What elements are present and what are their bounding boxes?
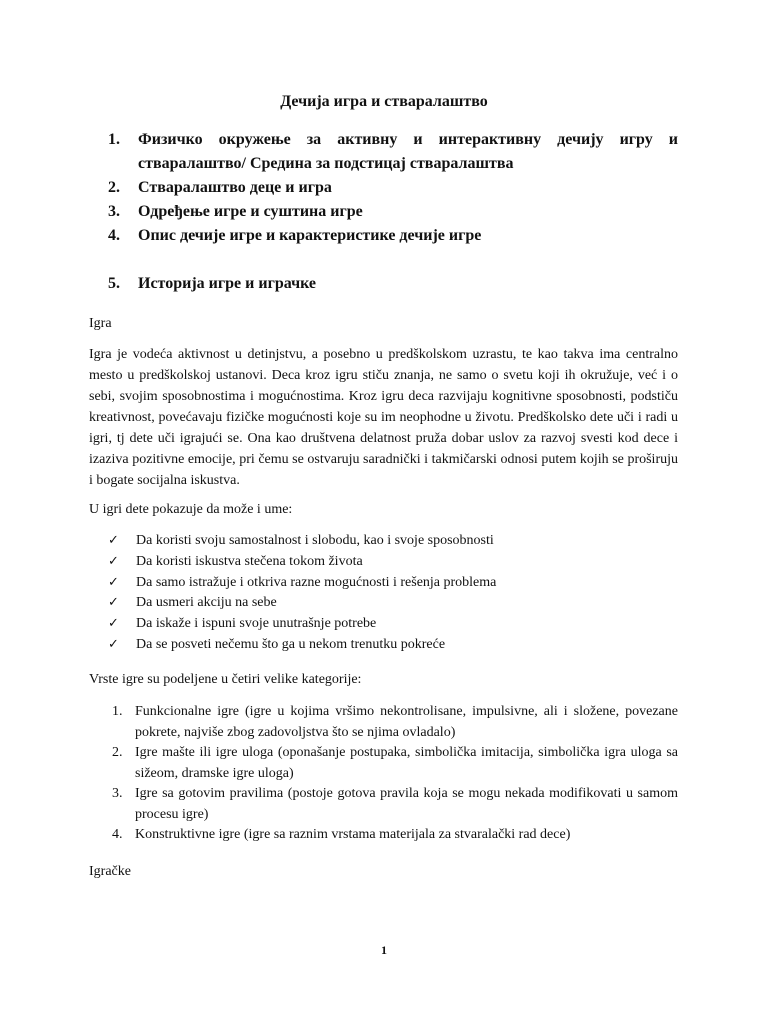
section-item (104, 128, 678, 176)
checkmark-icon: ✓ (108, 533, 119, 548)
checklist-text: Da iskaže i ispuni svoje unutrašnje potrebe (136, 616, 377, 632)
document-title: Дечија игра и стваралаштво (280, 93, 488, 110)
section-number: 1. (108, 131, 120, 148)
checklist-text: Da se posveti nečemu što ga u nekom trenutku pokreće (136, 636, 446, 652)
category-number: 4. (112, 827, 123, 842)
section-number: 3. (108, 203, 120, 220)
checklist-intro: U igri dete pokazuje da može i ume: (89, 502, 293, 517)
section-list (104, 128, 678, 296)
section-item (104, 224, 678, 248)
checklist-text: Da usmeri akciju na sebe (136, 595, 277, 611)
category-number: 3. (112, 786, 123, 801)
category-text: Igre mašte ili igre uloga (oponašanje postupaka, simbolička imitacija, simbolička igra uloga sa sižeom, dramske igre uloga) (135, 745, 678, 781)
checkmark-icon: ✓ (108, 616, 119, 632)
categories-list (112, 702, 678, 846)
categories-intro: Vrste igre su podeljene u četiri velike kategorije: (89, 672, 362, 687)
checkmark-icon: ✓ (108, 553, 119, 569)
checkmark-icon: ✓ (108, 574, 119, 590)
checklist-item (108, 614, 496, 635)
checklist-item (108, 573, 496, 594)
category-number: 2. (112, 745, 123, 760)
checklist-text: Da koristi svoju samostalnost i slobodu, kao i svoje sposobnosti (136, 533, 494, 548)
paragraph-igra: Igra je vodeća aktivnost u detinjstvu, a posebno u predškolskom uzrastu, te kao takva ima centralno mesto u predškolskoj ustanovi. Deca kroz igru stiču znanja, ne samo o svetu koji ih okružuje, već i o sebi, svojim sposobnostima i mogućnostima. Kroz igru deca razvijaju kognitivne sposobnosti, podstiču kreativnost, povećavaju fizičke mogućnosti koje su im neophodne u životu. Predškolsko dete uči i radi u igri, tj dete uči igrajući se. Ona kao društvena delatnost pruža dobar uslov za razvoj svesti kod dece i izaziva pozitivne emocije, pri čemu se ostvaruju saradnički i takmičarski odnosi putem kojih se proširuju i bogate socijalna iskustva. (89, 347, 678, 488)
category-item (112, 784, 678, 825)
section-text: Историја игре и играчке (138, 275, 317, 292)
section-item (104, 272, 678, 296)
category-item (112, 825, 678, 846)
checklist-item (108, 531, 496, 552)
section-item (104, 176, 678, 200)
subheading-igra: Igra (89, 316, 112, 331)
section-number: 2. (108, 179, 120, 196)
section-item (104, 200, 678, 224)
section-number: 4. (108, 227, 120, 244)
checklist-item (108, 593, 496, 614)
checklist-text: Da samo istražuje i otkriva razne mogućnosti i rešenja problema (136, 574, 497, 590)
category-text: Konstruktivne igre (igre sa raznim vrstama materijala za stvaralački rad dece) (135, 827, 571, 842)
section-text: Опис дечије игре и карактеристике дечије игре (138, 227, 482, 244)
section-number: 5. (108, 275, 120, 292)
category-text: Igre sa gotovim pravilima (postoje gotova pravila koja se mogu nekada modifikovati u samom procesu igre) (135, 786, 678, 822)
checkmark-icon: ✓ (108, 595, 119, 611)
page-number: 1 (381, 943, 387, 957)
checklist-item (108, 635, 496, 656)
checkmark-icon: ✓ (108, 636, 119, 652)
section-spacer (104, 248, 678, 272)
category-number: 1. (112, 704, 123, 719)
category-item (112, 702, 678, 743)
checklist-text: Da koristi iskustva stečena tokom života (136, 553, 363, 569)
section-text: Физичко окружење за активну и интерактивну дечију игру и стваралаштво/ Средина за подстицај стваралаштва (138, 131, 678, 172)
subheading-igracke: Igračke (89, 864, 131, 879)
category-text: Funkcionalne igre (igre u kojima vršimo nekontrolisane, impulsivne, ali i složene, povezane pokrete, najviše zbog zadovoljstva što se njima ovladalo) (135, 704, 678, 740)
checklist-item (108, 552, 496, 573)
category-item (112, 743, 678, 784)
ability-checklist (108, 531, 496, 656)
section-text: Одређење игре и суштина игре (138, 203, 363, 220)
section-text: Стваралаштво деце и игра (138, 179, 332, 196)
